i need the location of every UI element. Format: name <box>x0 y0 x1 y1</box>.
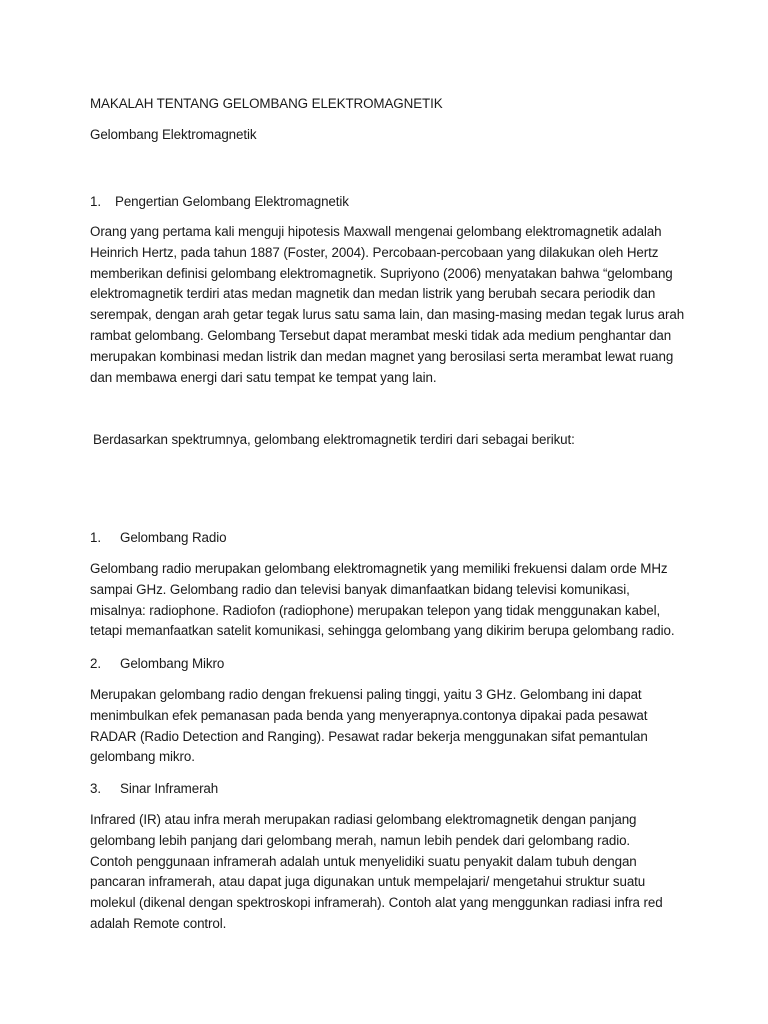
item-heading-mikro <box>90 654 690 675</box>
paragraph-radio: Gelombang radio merupakan gelombang elektromagnetik yang memiliki frekuensi dalam orde MHz sampai GHz. Gelombang radio dan televisi banyak dimanfaatkan bidang televisi komunikasi, misalnya: radiophone. Radiofon (radiophone) merupakan telepon yang tidak menggunakan kabel, tetapi memanfaatkan satelit komunikasi, sehingga gelombang yang dikirim berupa gelombang radio. <box>90 561 675 639</box>
item-heading-text: Gelombang Mikro <box>120 656 225 671</box>
section-heading-text: Pengertian Gelombang Elektromagnetik <box>115 194 349 209</box>
item-heading-text: Sinar Inframerah <box>120 781 219 796</box>
item-heading-text: Gelombang Radio <box>120 530 227 545</box>
item-heading-radio <box>90 528 690 549</box>
paragraph-pengertian: Orang yang pertama kali menguji hipotesis Maxwall mengenai gelombang elektromagnetik adalah Heinrich Hertz, pada tahun 1887 (Foster, 2004). Percobaan-percobaan yang dilakukan oleh Hertz memberikan definisi gelombang elektromagnetik. Supriyono (2006) menyatakan bahwa “gelombang elektromagnetik terdiri atas medan magnetik dan medan listrik yang berubah secara periodik dan serempak, dengan arah getar tegak lurus satu sama lain, dan masing-masing medan tegak lurus arah rambat gelombang. Gelombang Tersebut dapat merambat meski tidak ada medium penghantar dan merupakan kombinasi medan listrik dan medan magnet yang berosilasi serta merambat lewat ruang dan membawa energi dari satu tempat ke tempat yang lain. <box>90 224 685 385</box>
document-subtitle: Gelombang Elektromagnetik <box>90 127 257 142</box>
item-number: 2. <box>90 656 101 671</box>
document-title: MAKALAH TENTANG GELOMBANG ELEKTROMAGNETIK <box>90 96 443 111</box>
spectrum-intro: Berdasarkan spektrumnya, gelombang elektromagnetik terdiri dari sebagai berikut: <box>93 432 575 447</box>
section-number: 1. <box>90 194 101 209</box>
paragraph-mikro: Merupakan gelombang radio dengan frekuensi paling tinggi, yaitu 3 GHz. Gelombang ini dapat menimbulkan efek pemanasan pada benda yang menyerapnya.contonya dipakai pada pesawat RADAR (Radio Detection and Ranging). Pesawat radar bekerja menggunakan sifat pemantulan gelombang mikro. <box>90 687 648 765</box>
item-heading-inframerah <box>90 779 690 800</box>
item-number: 1. <box>90 530 101 545</box>
section-heading-pengertian <box>90 192 690 213</box>
item-number: 3. <box>90 781 101 796</box>
paragraph-inframerah: Infrared (IR) atau infra merah merupakan radiasi gelombang elektromagnetik dengan panjang gelombang lebih panjang dari gelombang merah, namun lebih pendek dari gelombang radio. Contoh penggunaan inframerah adalah untuk menyelidiki suatu penyakit dalam tubuh dengan pancaran inframerah, atau dapat juga digunakan untuk mempelajari/ mengetahui struktur suatu molekul (dikenal dengan spektroskopi inframerah). Contoh alat yang menggunkan radiasi infra red adalah Remote control. <box>90 812 663 931</box>
